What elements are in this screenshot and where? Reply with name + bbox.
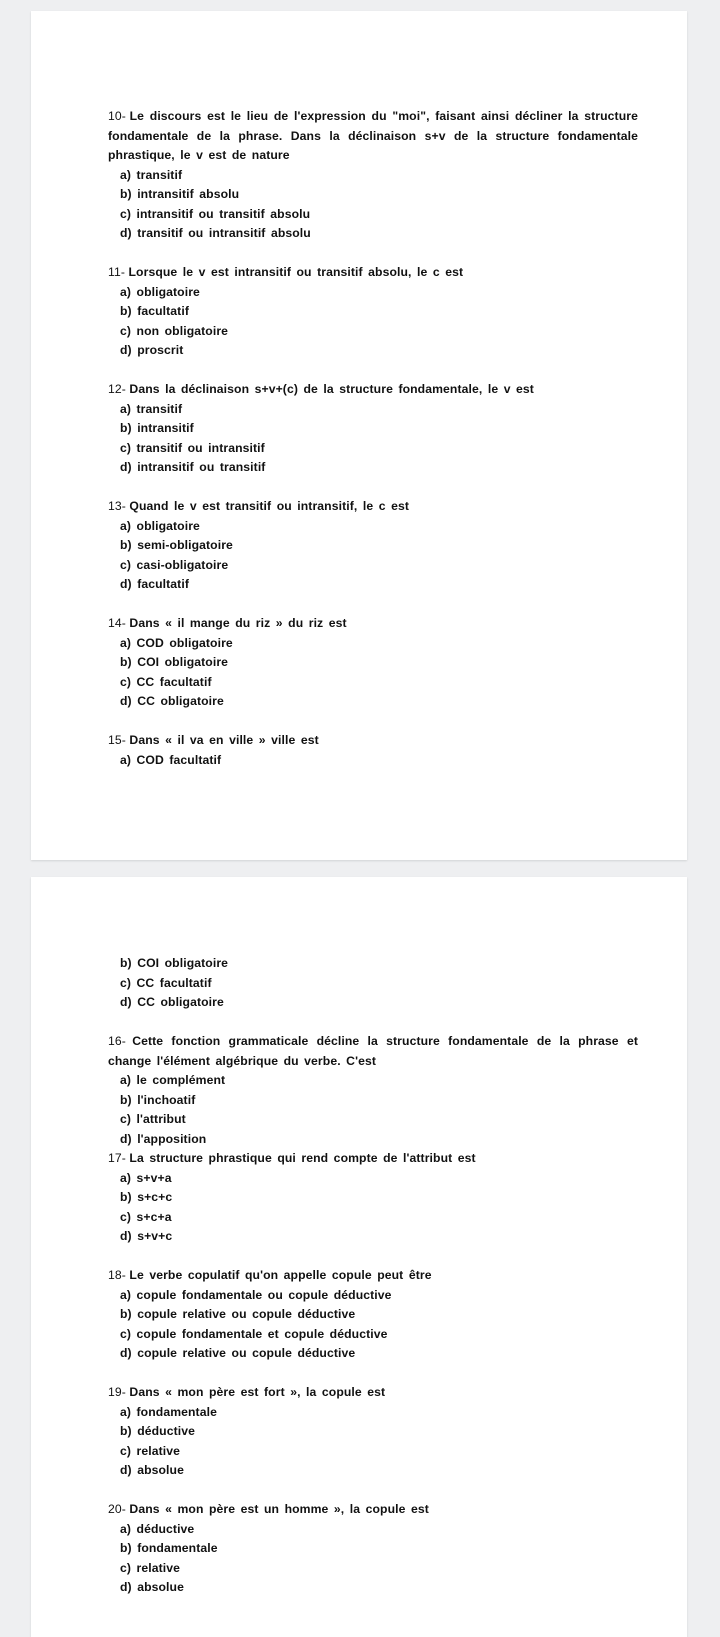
question-20 — [108, 1500, 638, 1598]
question-17 — [108, 1149, 638, 1247]
page-1-content — [108, 107, 638, 770]
question-number: 15- — [108, 733, 126, 747]
option-b: b) intransitif — [120, 421, 194, 435]
option-d: d) CC obligatoire — [120, 995, 224, 1009]
question-10 — [108, 107, 638, 244]
option-c: c) l'attribut — [120, 1112, 186, 1126]
option-b: b) COI obligatoire — [120, 956, 229, 970]
option-d: d) s+v+c — [120, 1229, 173, 1243]
option-d: d) transitif ou intransitif absolu — [120, 226, 311, 240]
option-c: c) CC facultatif — [120, 674, 212, 689]
option-b: b) semi-obligatoire — [120, 538, 233, 552]
option-a: a) fondamentale — [120, 1404, 217, 1419]
question-13 — [108, 497, 638, 595]
option-c: c) relative — [120, 1443, 181, 1458]
option-a: a) déductive — [120, 1521, 195, 1536]
question-number: 13- — [108, 499, 126, 513]
option-d: d) facultatif — [120, 577, 189, 591]
question-text: Quand le v est transitif ou intransitif, le c est — [129, 499, 409, 513]
option-b: b) copule relative ou copule déductive — [120, 1307, 356, 1321]
option-a: a) obligatoire — [120, 284, 200, 299]
question-text: Dans « mon père est fort », la copule est — [129, 1385, 386, 1399]
question-number: 19- — [108, 1385, 126, 1399]
option-a: a) copule fondamentale ou copule déductive — [120, 1287, 392, 1302]
question-text: Dans « il va en ville » ville est — [129, 733, 319, 747]
option-d: d) copule relative ou copule déductive — [120, 1346, 356, 1360]
option-d: d) proscrit — [120, 343, 184, 357]
document-page-1 — [31, 11, 687, 860]
option-d: d) CC obligatoire — [120, 694, 224, 708]
option-d: d) absolue — [120, 1463, 184, 1477]
option-c: c) casi-obligatoire — [120, 557, 229, 572]
question-text: Lorsque le v est intransitif ou transitif absolu, le c est — [128, 265, 464, 279]
question-number: 12- — [108, 382, 126, 396]
question-12 — [108, 380, 638, 478]
question-18 — [108, 1266, 638, 1364]
option-b: b) déductive — [120, 1424, 195, 1438]
question-text: Dans « il mange du riz » du riz est — [129, 616, 347, 630]
option-a: a) COD facultatif — [120, 752, 222, 767]
option-c: c) relative — [120, 1560, 181, 1575]
option-b: b) COI obligatoire — [120, 655, 229, 669]
option-a: a) le complément — [120, 1073, 226, 1087]
page-2-content — [108, 954, 638, 1598]
option-d: d) l'apposition — [120, 1131, 207, 1146]
option-b: b) intransitif absolu — [120, 187, 240, 201]
option-a: a) obligatoire — [120, 518, 200, 533]
question-number: 14- — [108, 616, 126, 630]
option-c: c) s+c+a — [120, 1209, 172, 1224]
option-d: d) absolue — [120, 1580, 184, 1594]
question-text: Le discours est le lieu de l'expression du "moi", faisant ainsi décliner la structure fondamentale de la phrase. Dans la déclinaison s+v de la structure fondamentale phrastique, le v est de nature — [108, 109, 638, 162]
option-a: a) transitif — [120, 401, 183, 416]
question-text: Cette fonction grammaticale décline la structure fondamentale de la phrase et change l'élément algébrique du verbe. C'est — [108, 1034, 638, 1068]
option-a: a) COD obligatoire — [120, 635, 233, 650]
question-text: Le verbe copulatif qu'on appelle copule peut être — [129, 1268, 432, 1282]
question-19 — [108, 1383, 638, 1481]
option-c: c) copule fondamentale et copule déductive — [120, 1326, 388, 1341]
question-number: 16- — [108, 1034, 126, 1048]
question-text: Dans « mon père est un homme », la copule est — [129, 1502, 429, 1516]
question-15-continued — [108, 954, 638, 1013]
option-c: c) non obligatoire — [120, 323, 229, 338]
option-b: b) facultatif — [120, 304, 189, 318]
question-15 — [108, 731, 638, 770]
option-c: c) intransitif ou transitif absolu — [120, 206, 311, 221]
option-d: d) intransitif ou transitif — [120, 460, 266, 474]
question-text: La structure phrastique qui rend compte de l'attribut est — [129, 1151, 476, 1165]
question-number: 10- — [108, 109, 126, 123]
option-b: b) s+c+c — [120, 1190, 173, 1204]
option-c: c) CC facultatif — [120, 975, 212, 990]
option-a: a) transitif — [120, 167, 183, 182]
question-text: Dans la déclinaison s+v+(c) de la structure fondamentale, le v est — [129, 382, 534, 396]
document-page-2 — [31, 877, 687, 1637]
question-number: 18- — [108, 1268, 126, 1282]
question-16 — [108, 1032, 638, 1149]
option-b: b) l'inchoatif — [120, 1092, 196, 1107]
question-11 — [108, 263, 638, 361]
option-c: c) transitif ou intransitif — [120, 440, 265, 455]
question-number: 11- — [108, 265, 126, 279]
option-b: b) fondamentale — [120, 1541, 218, 1555]
question-number: 20- — [108, 1502, 126, 1516]
question-number: 17- — [108, 1151, 126, 1165]
question-14 — [108, 614, 638, 712]
option-a: a) s+v+a — [120, 1170, 172, 1185]
